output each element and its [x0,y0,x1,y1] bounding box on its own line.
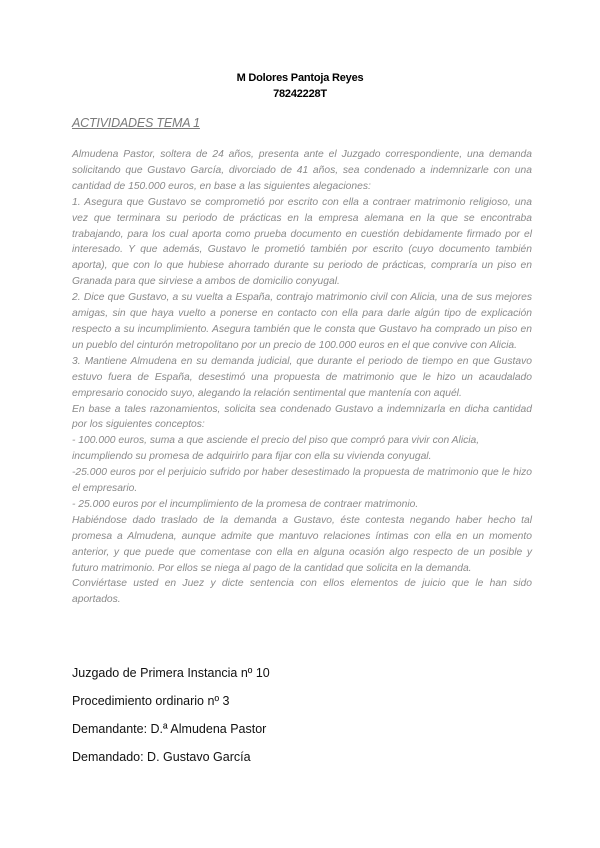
request-paragraph: En base a tales razonamientos, solicita sea condenado Gustavo a indemnizarla en dicha cantidad por los siguientes conceptos: [72,403,532,431]
court-line: Juzgado de Primera Instancia nº 10 [72,666,270,680]
allegation-1: 1. Asegura que Gustavo se comprometió por escrito con ella a contraer matrimonio religioso, una vez que terminara su periodo de prácticas en la empresa alemana en la que se encontraba trabajando, para los cual aporta como prueba documento en cuestión debidamente firmado por el interesado. Y que además, Gustavo le prometió también por escrito (cuyo documento también aporta), que con lo que hubiese ahorrado durante su periodo de prácticas, compraría un piso en Granada para que sirviese a ambos de domicilio conyugal. [72,196,532,288]
defendant-response: Habiéndose dado traslado de la demanda a Gustavo, éste contesta negando haber hecho tal promesa a Almudena, aunque admite que mantuvo relaciones íntimas con ella en un momento anterior, y que puede que comentase con ella en alguna ocasión algo respecto de un posible y futuro matrimonio. Por ellos se niega al pago de la cantidad que solicita en la demanda. [72,514,532,574]
procedure-line: Procedimiento ordinario nº 3 [72,694,230,708]
concept-3: - 25.000 euros por el incumplimiento de la promesa de contraer matrimonio. [72,498,419,510]
case-statement [72,147,532,608]
allegation-3: 3. Mantiene Almudena en su demanda judicial, que durante el periodo de tiempo en que Gustavo estuvo fuera de España, desestimó una propuesta de matrimonio que le hizo un acaudalado empresario conocido suyo, alegando la relación sentimental que mantenía con aquél. [72,355,532,399]
defendant-line: Demandado: D. Gustavo García [72,750,251,764]
plaintiff-line: Demandante: D.ª Almudena Pastor [72,722,267,736]
document-title: ACTIVIDADES TEMA 1 [72,116,200,130]
intro-paragraph: Almudena Pastor, soltera de 24 años, presenta ante el Juzgado correspondiente, una demanda solicitando que Gustavo García, divorciado de 41 años, sea condenado a indemnizarle con una cantidad de 150.000 euros, en base a las siguientes alegaciones: [72,149,532,192]
concept-2: -25.000 euros por el perjuicio sufrido por haber desestimado la propuesta de matrimonio que le hizo el empresario. [72,467,532,495]
allegation-2: 2. Dice que Gustavo, a su vuelta a España, contrajo matrimonio civil con Alicia, una de sus mejores amigas, sin que haya vuelto a ponerse en contacto con ella para darle algún tipo de explicación respecto a su incumplimiento. Asegura también que le consta que Gustavo ha comprado un piso en un pueblo del cinturón metropolitano por un precio de 100.000 euros en el que convive con Alicia. [72,292,532,351]
author-name: M Dolores Pantoja Reyes [236,72,364,84]
author-id: 78242228T [273,88,327,100]
instruction-paragraph: Conviértase usted en Juez y dicte sentencia con ellos elementos de juicio que le han sido aportados. [72,578,532,606]
concept-1: - 100.000 euros, suma a que asciende el precio del piso que compró para vivir con Alicia, incumpliendo su promesa de adquirirlo para fijar con ella su vivienda conyugal. [72,435,480,463]
